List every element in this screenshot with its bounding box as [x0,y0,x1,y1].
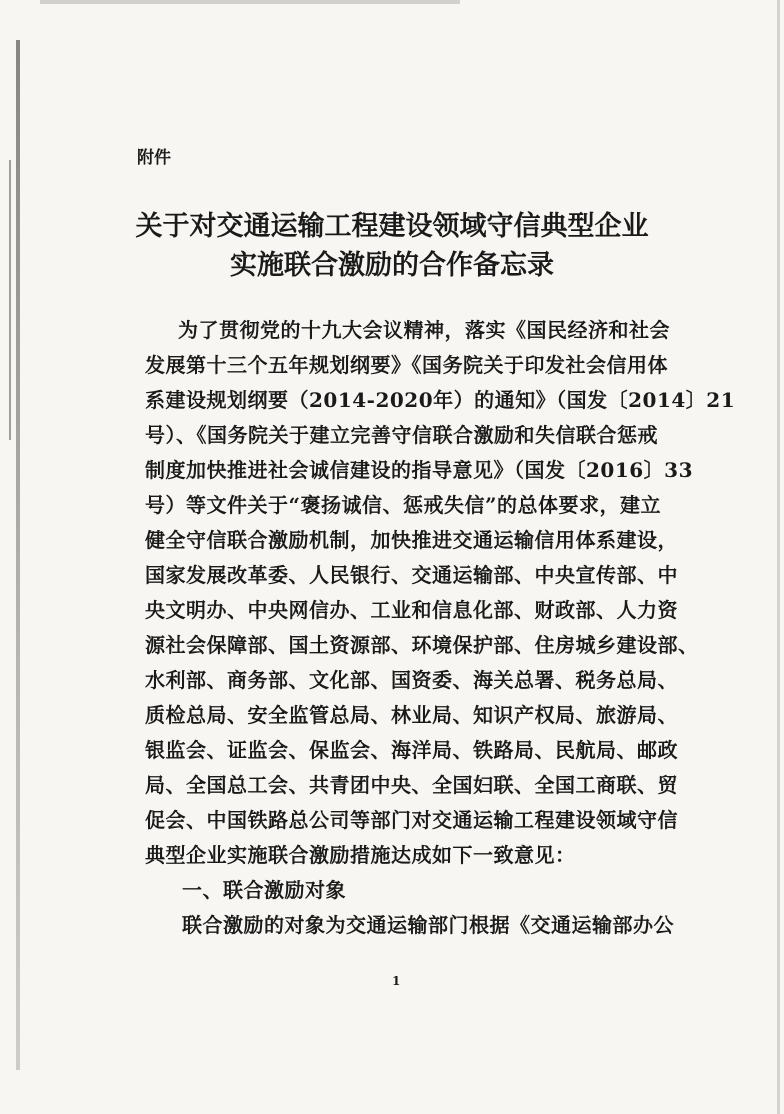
page-number: 1 [392,974,401,988]
body-line-3: 系建设规划纲要（2014-2020年）的通知》（国发〔2014〕21 [145,388,736,412]
body-line-9: 央文明办、中央网信办、工业和信息化部、财政部、人力资 [145,598,678,622]
scan-edge-shadow-right [777,0,780,1114]
body-line-1: 为了贯彻党的十九大会议精神，落实《国民经济和社会 [178,318,670,342]
document-title-line-1: 关于对交通运输工程建设领域守信典型企业 [135,211,649,242]
scan-edge-shadow-left [16,40,20,1070]
body-line-12: 质检总局、安全监管总局、林业局、知识产权局、旅游局、 [145,703,678,727]
attachment-label: 附件 [137,148,171,168]
body-line-13: 银监会、证监会、保监会、海洋局、铁路局、民航局、邮政 [145,738,678,762]
body-line-5: 制度加快推进社会诚信建设的指导意见》（国发〔2016〕33 [145,458,693,482]
body-line-16: 典型企业实施联合激励措施达成如下一致意见： [145,843,576,867]
scan-edge-shadow-top [40,0,460,4]
body-line-8: 国家发展改革委、人民银行、交通运输部、中央宣传部、中 [145,563,678,587]
body-line-4: 号）、《国务院关于建立完善守信联合激励和失信联合惩戒 [145,423,658,447]
document-title-line-2: 实施联合激励的合作备忘录 [230,250,554,281]
body-line-17: 联合激励的对象为交通运输部门根据《交通运输部办公 [182,913,674,937]
scan-edge-mark-left [9,160,11,440]
body-line-15: 促会、中国铁路总公司等部门对交通运输工程建设领域守信 [145,808,678,832]
body-line-7: 健全守信联合激励机制，加快推进交通运输信用体系建设， [145,528,678,552]
section-heading-1: 一、联合激励对象 [182,878,346,902]
body-line-11: 水利部、商务部、文化部、国资委、海关总署、税务总局、 [145,668,678,692]
body-line-10: 源社会保障部、国土资源部、环境保护部、住房城乡建设部、 [145,633,699,657]
body-line-2: 发展第十三个五年规划纲要》《国务院关于印发社会信用体 [145,353,668,377]
body-line-14: 局、全国总工会、共青团中央、全国妇联、全国工商联、贸 [145,773,678,797]
body-line-6: 号）等文件关于“褒扬诚信、惩戒失信”的总体要求，建立 [145,493,662,517]
